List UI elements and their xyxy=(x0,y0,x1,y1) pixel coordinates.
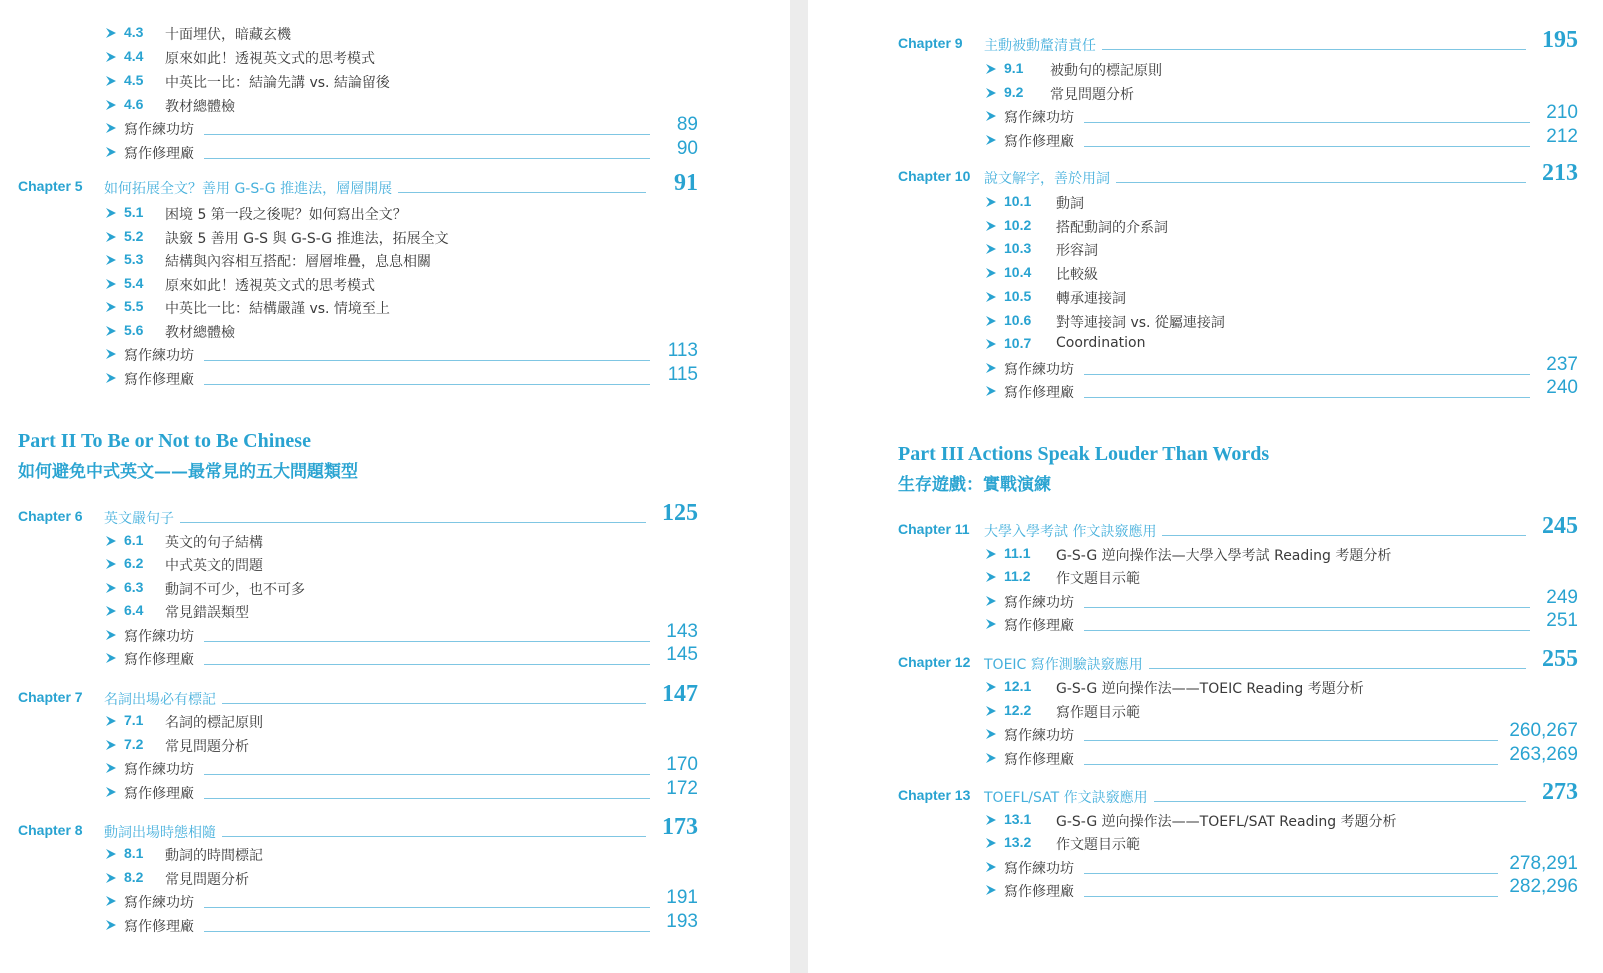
exercise-title: 寫作練功坊 xyxy=(1004,362,1074,378)
section-number: 8.2 xyxy=(124,869,144,885)
section-number: 5.5 xyxy=(124,298,144,314)
dot-leader xyxy=(204,907,650,908)
section-title: 教材總體檢 xyxy=(165,99,235,115)
dot-leader xyxy=(1084,607,1530,608)
dot-leader xyxy=(1084,146,1530,147)
chapter-label: Chapter 8 xyxy=(18,822,83,838)
toc-exercise-entry[interactable] xyxy=(18,138,698,165)
toc-section-entry[interactable] xyxy=(18,22,698,46)
chapter-title: 名詞出場必有標記 xyxy=(104,692,216,708)
section-number: 12.1 xyxy=(1004,678,1032,694)
toc-exercise-entry[interactable] xyxy=(18,621,698,648)
chevron-right-icon xyxy=(984,704,998,718)
section-title: 困境 5 第一段之後呢？如何寫出全文？ xyxy=(165,207,407,223)
chapter-title: TOEFL/SAT 作文訣竅應用 xyxy=(984,790,1148,806)
left-page xyxy=(0,0,790,973)
chevron-right-icon xyxy=(984,361,998,375)
chevron-right-icon xyxy=(104,581,118,595)
page-number: 115 xyxy=(667,364,698,385)
chevron-right-icon xyxy=(104,277,118,291)
chevron-right-icon xyxy=(104,738,118,752)
section-title: G-S-G 逆向操作法——TOEIC Reading 考題分析 xyxy=(1056,681,1364,697)
section-title: 中英比一比：結論先講 vs. 結論留後 xyxy=(165,75,390,91)
toc-section-entry[interactable] xyxy=(898,262,1578,286)
chapter-title: 英文嚴句子 xyxy=(104,511,174,527)
toc-section-entry[interactable] xyxy=(898,82,1578,106)
toc-section-entry[interactable] xyxy=(18,226,698,250)
part-title-chinese: 如何避免中式英文——最常見的五大問題類型 xyxy=(18,462,358,482)
chevron-right-icon xyxy=(984,751,998,765)
toc-exercise-entry[interactable] xyxy=(18,644,698,671)
toc-section-entry[interactable] xyxy=(898,700,1578,724)
exercise-title: 寫作修理廠 xyxy=(1004,385,1074,401)
chevron-right-icon xyxy=(984,290,998,304)
exercise-title: 寫作修理廠 xyxy=(124,146,194,162)
toc-chapter-entry[interactable] xyxy=(18,681,698,711)
chapter-leader-line xyxy=(1162,535,1526,536)
page-number: 193 xyxy=(666,911,698,932)
chevron-right-icon xyxy=(984,314,998,328)
page-number: 212 xyxy=(1546,126,1578,147)
section-title: 比較級 xyxy=(1056,267,1098,283)
section-number: 11.1 xyxy=(1004,545,1031,561)
exercise-title: 寫作練功坊 xyxy=(1004,728,1074,744)
toc-section-entry[interactable] xyxy=(18,867,698,891)
toc-section-entry[interactable] xyxy=(18,296,698,320)
chevron-right-icon xyxy=(104,761,118,775)
toc-exercise-entry[interactable] xyxy=(898,587,1578,614)
dot-leader xyxy=(204,798,650,799)
chevron-right-icon xyxy=(984,242,998,256)
chapter-title: 說文解字，善於用詞 xyxy=(984,171,1110,187)
chapter-page-number: 125 xyxy=(662,500,698,526)
section-number: 10.3 xyxy=(1004,240,1032,256)
toc-section-entry[interactable] xyxy=(18,70,698,94)
chapter-label: Chapter 13 xyxy=(898,787,971,803)
section-title: 英文的句子結構 xyxy=(165,535,263,551)
exercise-title: 寫作練功坊 xyxy=(1004,110,1074,126)
toc-section-entry[interactable] xyxy=(898,238,1578,262)
dot-leader xyxy=(1084,873,1498,874)
chevron-right-icon xyxy=(104,145,118,159)
chevron-right-icon xyxy=(104,300,118,314)
chevron-right-icon xyxy=(104,347,118,361)
section-number: 4.6 xyxy=(124,96,144,112)
part-title-english: Part II To Be or Not to Be Chinese xyxy=(18,430,311,452)
section-title: 寫作題目示範 xyxy=(1056,705,1140,721)
section-title: 結構與內容相互搭配：層層堆疊，息息相關 xyxy=(165,254,431,270)
toc-section-entry[interactable] xyxy=(898,676,1578,700)
dot-leader xyxy=(1084,630,1530,631)
page-number: 282,296 xyxy=(1509,876,1578,897)
chevron-right-icon xyxy=(104,871,118,885)
section-title: 原來如此！透視英文式的思考模式 xyxy=(165,278,375,294)
toc-exercise-entry[interactable] xyxy=(898,876,1578,903)
toc-chapter-entry[interactable] xyxy=(18,170,698,200)
exercise-title: 寫作練功坊 xyxy=(124,895,194,911)
toc-exercise-entry[interactable] xyxy=(898,610,1578,637)
section-title: 教材總體檢 xyxy=(165,325,235,341)
dot-leader xyxy=(1084,374,1530,375)
section-number: 5.2 xyxy=(124,228,144,244)
toc-exercise-entry[interactable] xyxy=(898,744,1578,771)
toc-chapter-entry[interactable] xyxy=(898,646,1578,676)
chapter-page-number: 147 xyxy=(662,681,698,707)
section-title: 作文題目示範 xyxy=(1056,571,1140,587)
chevron-right-icon xyxy=(104,26,118,40)
chevron-right-icon xyxy=(984,384,998,398)
section-title: 常見問題分析 xyxy=(1050,87,1134,103)
section-title: 名詞的標記原則 xyxy=(165,715,263,731)
chevron-right-icon xyxy=(104,557,118,571)
chevron-right-icon xyxy=(984,883,998,897)
exercise-title: 寫作練功坊 xyxy=(1004,595,1074,611)
chevron-right-icon xyxy=(104,50,118,64)
exercise-title: 寫作練功坊 xyxy=(124,122,194,138)
section-number: 9.2 xyxy=(1004,84,1024,100)
chapter-leader-line xyxy=(1116,182,1526,183)
chevron-right-icon xyxy=(104,121,118,135)
toc-section-entry[interactable] xyxy=(898,58,1578,82)
right-page xyxy=(808,0,1603,973)
toc-section-entry[interactable] xyxy=(18,249,698,273)
page-number: 237 xyxy=(1546,354,1578,375)
toc-exercise-entry[interactable] xyxy=(18,364,698,391)
toc-section-entry[interactable] xyxy=(898,286,1578,310)
toc-exercise-entry[interactable] xyxy=(898,126,1578,153)
chevron-right-icon xyxy=(104,604,118,618)
exercise-title: 寫作修理廠 xyxy=(124,786,194,802)
page-number: 172 xyxy=(666,778,698,799)
section-number: 5.6 xyxy=(124,322,144,338)
section-title: G-S-G 逆向操作法—大學入學考試 Reading 考題分析 xyxy=(1056,548,1392,564)
section-title: 原來如此！透視英文式的思考模式 xyxy=(165,51,375,67)
section-number: 10.7 xyxy=(1004,335,1032,351)
chevron-right-icon xyxy=(984,594,998,608)
section-title: 常見問題分析 xyxy=(165,872,249,888)
section-title: 中式英文的問題 xyxy=(165,558,263,574)
toc-exercise-entry[interactable] xyxy=(898,102,1578,129)
exercise-title: 寫作練功坊 xyxy=(124,348,194,364)
chapter-title: 如何拓展全文？善用 G-S-G 推進法，層層開展 xyxy=(104,181,393,197)
exercise-title: 寫作練功坊 xyxy=(1004,861,1074,877)
exercise-title: 寫作修理廠 xyxy=(124,372,194,388)
toc-exercise-entry[interactable] xyxy=(898,354,1578,381)
toc-section-entry[interactable] xyxy=(898,543,1578,567)
section-title: 對等連接詞 vs. 從屬連接詞 xyxy=(1056,315,1225,331)
chevron-right-icon xyxy=(984,219,998,233)
toc-section-entry[interactable] xyxy=(18,600,698,624)
chapter-leader-line xyxy=(1102,49,1526,50)
chevron-right-icon xyxy=(104,324,118,338)
page-number: 260,267 xyxy=(1509,720,1578,741)
toc-exercise-entry[interactable] xyxy=(18,911,698,938)
section-title: 中英比一比：結構嚴謹 vs. 情境至上 xyxy=(165,301,390,317)
dot-leader xyxy=(1084,397,1530,398)
toc-exercise-entry[interactable] xyxy=(898,720,1578,747)
chapter-page-number: 91 xyxy=(674,170,698,196)
dot-leader xyxy=(204,931,650,932)
chapter-page-number: 245 xyxy=(1542,513,1578,539)
chapter-page-number: 255 xyxy=(1542,646,1578,672)
toc-exercise-entry[interactable] xyxy=(898,853,1578,880)
chevron-right-icon xyxy=(104,206,118,220)
chapter-title: TOEIC 寫作測驗訣竅應用 xyxy=(984,657,1143,673)
section-title: 動詞的時間標記 xyxy=(165,848,263,864)
section-number: 4.5 xyxy=(124,72,144,88)
page-number: 143 xyxy=(666,621,698,642)
chapter-leader-line xyxy=(222,703,646,704)
section-title: 作文題目示範 xyxy=(1056,837,1140,853)
dot-leader xyxy=(1084,122,1530,123)
section-number: 8.1 xyxy=(124,845,144,861)
section-title: G-S-G 逆向操作法——TOEFL/SAT Reading 考題分析 xyxy=(1056,814,1397,830)
page-number: 210 xyxy=(1546,102,1578,123)
page-number: 251 xyxy=(1546,610,1578,631)
chevron-right-icon xyxy=(104,371,118,385)
chevron-right-icon xyxy=(104,253,118,267)
section-number: 10.2 xyxy=(1004,217,1032,233)
chapter-label: Chapter 11 xyxy=(898,521,970,537)
exercise-title: 寫作修理廠 xyxy=(1004,134,1074,150)
chevron-right-icon xyxy=(104,785,118,799)
toc-section-entry[interactable] xyxy=(18,273,698,297)
chevron-right-icon xyxy=(984,860,998,874)
chevron-right-icon xyxy=(984,195,998,209)
part-title-chinese: 生存遊戲：實戰演練 xyxy=(898,475,1051,495)
page-number: 240 xyxy=(1546,377,1578,398)
toc-chapter-entry[interactable] xyxy=(18,814,698,844)
section-number: 6.2 xyxy=(124,555,144,571)
toc-exercise-entry[interactable] xyxy=(18,754,698,781)
section-number: 7.1 xyxy=(124,712,144,728)
exercise-title: 寫作修理廠 xyxy=(1004,752,1074,768)
chapter-title: 主動被動釐清責任 xyxy=(984,38,1096,54)
chevron-right-icon xyxy=(984,727,998,741)
section-number: 9.1 xyxy=(1004,60,1024,76)
section-title: 十面埋伏，暗藏玄機 xyxy=(165,27,291,43)
chapter-page-number: 213 xyxy=(1542,160,1578,186)
chevron-right-icon xyxy=(104,847,118,861)
dot-leader xyxy=(204,664,650,665)
exercise-title: 寫作練功坊 xyxy=(124,629,194,645)
toc-exercise-entry[interactable] xyxy=(18,340,698,367)
page-number: 278,291 xyxy=(1509,853,1578,874)
toc-section-entry[interactable] xyxy=(18,46,698,70)
exercise-title: 寫作練功坊 xyxy=(124,762,194,778)
section-number: 4.4 xyxy=(124,48,144,64)
chevron-right-icon xyxy=(984,547,998,561)
toc-section-entry[interactable] xyxy=(898,832,1578,856)
chevron-right-icon xyxy=(104,628,118,642)
toc-section-entry[interactable] xyxy=(898,333,1578,357)
chevron-right-icon xyxy=(104,918,118,932)
section-title: 形容詞 xyxy=(1056,243,1098,259)
toc-chapter-entry[interactable] xyxy=(18,500,698,530)
chevron-right-icon xyxy=(104,534,118,548)
section-number: 13.1 xyxy=(1004,811,1032,827)
dot-leader xyxy=(204,384,650,385)
dot-leader xyxy=(204,134,650,135)
section-title: 被動句的標記原則 xyxy=(1050,63,1162,79)
section-number: 6.3 xyxy=(124,579,144,595)
section-number: 6.1 xyxy=(124,532,144,548)
chapter-title: 動詞出場時態相隨 xyxy=(104,825,216,841)
dot-leader xyxy=(204,774,650,775)
chevron-right-icon xyxy=(984,836,998,850)
dot-leader xyxy=(204,360,650,361)
page-number: 145 xyxy=(666,644,698,665)
chevron-right-icon xyxy=(984,62,998,76)
page-number: 90 xyxy=(676,138,698,159)
toc-section-entry[interactable] xyxy=(18,530,698,554)
page-number: 191 xyxy=(666,887,698,908)
exercise-title: 寫作修理廠 xyxy=(124,919,194,935)
chapter-page-number: 195 xyxy=(1542,27,1578,53)
page-number: 249 xyxy=(1546,587,1578,608)
section-number: 5.3 xyxy=(124,251,144,267)
chapter-leader-line xyxy=(1154,801,1526,802)
section-number: 6.4 xyxy=(124,602,144,618)
toc-exercise-entry[interactable] xyxy=(898,377,1578,404)
section-number: 11.2 xyxy=(1004,568,1031,584)
section-number: 5.1 xyxy=(124,204,144,220)
chapter-title: 大學入學考試 作文訣竅應用 xyxy=(984,524,1157,540)
dot-leader xyxy=(204,641,650,642)
dot-leader xyxy=(1084,896,1498,897)
toc-section-entry[interactable] xyxy=(18,577,698,601)
section-title: 常見錯誤類型 xyxy=(165,605,249,621)
part-title-english: Part III Actions Speak Louder Than Words xyxy=(898,443,1270,465)
chapter-page-number: 173 xyxy=(662,814,698,840)
chapter-label: Chapter 12 xyxy=(898,654,971,670)
section-number: 10.6 xyxy=(1004,312,1032,328)
section-title: 動詞不可少，也不可多 xyxy=(165,582,305,598)
chapter-leader-line xyxy=(1149,668,1526,669)
toc-chapter-entry[interactable] xyxy=(898,27,1578,57)
section-number: 5.4 xyxy=(124,275,144,291)
chevron-right-icon xyxy=(104,230,118,244)
toc-exercise-entry[interactable] xyxy=(18,778,698,805)
toc-section-entry[interactable] xyxy=(898,215,1578,239)
toc-section-entry[interactable] xyxy=(18,553,698,577)
section-number: 10.5 xyxy=(1004,288,1032,304)
dot-leader xyxy=(204,158,650,159)
chevron-right-icon xyxy=(104,98,118,112)
toc-section-entry[interactable] xyxy=(18,202,698,226)
section-number: 7.2 xyxy=(124,736,144,752)
chapter-leader-line xyxy=(222,836,646,837)
page-number: 113 xyxy=(667,340,698,361)
toc-exercise-entry[interactable] xyxy=(18,887,698,914)
chapter-label: Chapter 6 xyxy=(18,508,83,524)
chapter-label: Chapter 9 xyxy=(898,35,963,51)
toc-section-entry[interactable] xyxy=(898,566,1578,590)
chapter-label: Chapter 7 xyxy=(18,689,83,705)
chevron-right-icon xyxy=(104,74,118,88)
section-title: 訣竅 5 善用 G-S 與 G-S-G 推進法，拓展全文 xyxy=(165,231,449,247)
chevron-right-icon xyxy=(984,86,998,100)
chevron-right-icon xyxy=(104,714,118,728)
toc-section-entry[interactable] xyxy=(18,320,698,344)
chapter-label: Chapter 10 xyxy=(898,168,971,184)
section-title: 動詞 xyxy=(1056,196,1084,212)
chevron-right-icon xyxy=(984,337,998,351)
chapter-label: Chapter 5 xyxy=(18,178,83,194)
toc-section-entry[interactable] xyxy=(898,191,1578,215)
toc-section-entry[interactable] xyxy=(18,734,698,758)
chevron-right-icon xyxy=(984,617,998,631)
section-title: 常見問題分析 xyxy=(165,739,249,755)
exercise-title: 寫作修理廠 xyxy=(1004,884,1074,900)
dot-leader xyxy=(1084,764,1498,765)
chevron-right-icon xyxy=(984,133,998,147)
part-heading xyxy=(898,443,1269,495)
page-number: 170 xyxy=(666,754,698,775)
exercise-title: 寫作修理廠 xyxy=(1004,618,1074,634)
section-number: 13.2 xyxy=(1004,834,1032,850)
toc-chapter-entry[interactable] xyxy=(898,160,1578,190)
section-number: 10.4 xyxy=(1004,264,1032,280)
part-heading xyxy=(18,430,358,482)
section-title: Coordination xyxy=(1056,335,1146,351)
toc-section-entry[interactable] xyxy=(18,710,698,734)
page-number: 89 xyxy=(676,114,698,135)
toc-section-entry[interactable] xyxy=(18,94,698,118)
chevron-right-icon xyxy=(984,570,998,584)
section-title: 轉承連接詞 xyxy=(1056,291,1126,307)
chevron-right-icon xyxy=(984,680,998,694)
toc-chapter-entry[interactable] xyxy=(898,513,1578,543)
chapter-leader-line xyxy=(398,192,646,193)
chevron-right-icon xyxy=(984,813,998,827)
chevron-right-icon xyxy=(104,651,118,665)
section-number: 4.3 xyxy=(124,24,144,40)
toc-section-entry[interactable] xyxy=(898,809,1578,833)
page-number: 263,269 xyxy=(1509,744,1578,765)
section-number: 10.1 xyxy=(1004,193,1032,209)
chapter-page-number: 273 xyxy=(1542,779,1578,805)
toc-section-entry[interactable] xyxy=(898,310,1578,334)
section-number: 12.2 xyxy=(1004,702,1032,718)
chevron-right-icon xyxy=(104,894,118,908)
chapter-leader-line xyxy=(180,522,646,523)
dot-leader xyxy=(1084,740,1498,741)
toc-chapter-entry[interactable] xyxy=(898,779,1578,809)
toc-section-entry[interactable] xyxy=(18,843,698,867)
section-title: 搭配動詞的介系詞 xyxy=(1056,220,1168,236)
chevron-right-icon xyxy=(984,266,998,280)
exercise-title: 寫作修理廠 xyxy=(124,652,194,668)
chevron-right-icon xyxy=(984,109,998,123)
toc-exercise-entry[interactable] xyxy=(18,114,698,141)
